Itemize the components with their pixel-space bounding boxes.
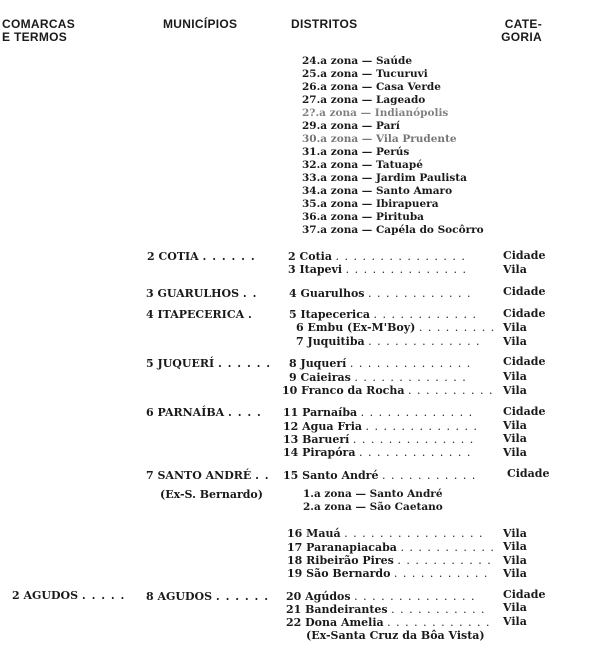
- municipio-entry: 6 PARNAÍBA . . . .: [146, 406, 262, 419]
- zone-row: 2?.a zona — Indianópolis: [302, 107, 449, 119]
- distrito-subzone: 1.a zona — Santo André: [303, 488, 443, 500]
- distrito-entry: 3 Itapevi . . . . . . . . . . . . . .: [288, 263, 468, 276]
- distrito-entry: 14 Pirapóra . . . . . . . . . . . . .: [283, 446, 472, 459]
- zone-row: 27.a zona — Lageado: [302, 94, 426, 106]
- distrito-entry: 16 Mauá . . . . . . . . . . . . . . . .: [287, 527, 484, 540]
- categoria-value: Vila: [503, 567, 527, 580]
- municipio-entry: 2 COTIA . . . . . .: [147, 250, 256, 263]
- categoria-value: Vila: [503, 432, 527, 445]
- categoria-value: Vila: [503, 554, 527, 567]
- distrito-entry: 12 Agua Fria . . . . . . . . . . . . .: [283, 420, 478, 433]
- header-categoria-line1: CATE-: [504, 17, 542, 31]
- distrito-entry: 13 Baruerí . . . . . . . . . . . . . .: [283, 433, 475, 446]
- header-comarcas-line2: E TERMOS: [2, 30, 68, 44]
- categoria-value: Vila: [503, 540, 527, 553]
- categoria-value: Cidade: [503, 405, 546, 418]
- distrito-entry: 11 Parnaíba . . . . . . . . . . . . .: [283, 406, 474, 419]
- categoria-value: Vila: [503, 370, 527, 383]
- header-municipios: MUNICÍPIOS: [163, 17, 238, 31]
- header-comarcas: [2, 18, 75, 44]
- distrito-entry: 21 Bandeirantes . . . . . . . . . . .: [286, 603, 486, 616]
- municipio-entry: 3 GUARULHOS . .: [146, 287, 258, 300]
- zone-row: 34.a zona — Santo Amaro: [302, 185, 453, 197]
- header-categoria: [498, 18, 542, 44]
- categoria-value: Vila: [503, 335, 527, 348]
- distrito-entry: 17 Paranapiacaba . . . . . . . . . . .: [287, 541, 495, 554]
- municipio-entry: 5 JUQUERÍ . . . . . .: [146, 357, 272, 370]
- categoria-value: Cidade: [507, 467, 550, 480]
- distrito-subzone: 2.a zona — São Caetano: [303, 501, 443, 513]
- distrito-entry: 6 Embu (Ex-M'Boy) . . . . . . . . .: [296, 321, 496, 334]
- zone-row: 29.a zona — Parí: [302, 120, 400, 132]
- distrito-entry: 10 Franco da Rocha . . . . . . . . . .: [282, 384, 494, 397]
- zone-row: 33.a zona — Jardim Paulista: [302, 172, 467, 184]
- categoria-value: Vila: [503, 615, 527, 628]
- categoria-value: Vila: [503, 527, 527, 540]
- categoria-value: Cidade: [503, 249, 546, 262]
- distrito-entry: 18 Ribeirão Pires . . . . . . . . . . .: [287, 554, 492, 567]
- zone-row: 31.a zona — Perús: [302, 146, 410, 158]
- distrito-entry: 22 Dona Amelia . . . . . . . . . . . .: [286, 616, 491, 629]
- categoria-value: Vila: [503, 446, 527, 459]
- distrito-entry: 15 Santo André . . . . . . . . . . .: [283, 469, 477, 482]
- zone-row: 24.a zona — Saúde: [302, 55, 412, 67]
- distrito-entry: 19 São Bernardo . . . . . . . . . . .: [287, 567, 489, 580]
- distrito-entry: 20 Agúdos . . . . . . . . . . . . . .: [286, 590, 476, 603]
- zone-row: 25.a zona — Tucuruvi: [302, 68, 428, 80]
- categoria-value: Cidade: [503, 307, 546, 320]
- header-comarcas-line1: COMARCAS: [2, 17, 76, 31]
- categoria-value: Cidade: [503, 355, 546, 368]
- distrito-entry: 7 Juquitiba . . . . . . . . . . . . .: [296, 335, 481, 348]
- distrito-entry: 5 Itapecerica . . . . . . . . . . . .: [289, 308, 477, 321]
- zone-row: 26.a zona — Casa Verde: [302, 81, 441, 93]
- header-distritos: DISTRITOS: [291, 17, 358, 31]
- zone-row: 32.a zona — Tatuapé: [302, 159, 423, 171]
- zone-row: 35.a zona — Ibirapuera: [302, 198, 439, 210]
- categoria-value: Vila: [503, 419, 527, 432]
- distrito-entry: 8 Juquerí . . . . . . . . . . . . . .: [289, 357, 472, 370]
- categoria-value: Vila: [503, 263, 527, 276]
- categoria-value: Vila: [503, 601, 527, 614]
- zone-row: 30.a zona — Vila Prudente: [302, 133, 457, 145]
- zone-row: 37.a zona — Capéla do Socôrro: [302, 224, 484, 236]
- municipio-entry: 8 AGUDOS . . . . . .: [146, 590, 270, 603]
- categoria-value: Cidade: [503, 285, 546, 298]
- categoria-value: Cidade: [503, 588, 546, 601]
- distrito-entry: 4 Guarulhos . . . . . . . . . . . .: [289, 287, 472, 300]
- municipio-note: (Ex-S. Bernardo): [160, 488, 263, 501]
- distrito-entry: 2 Cotia . . . . . . . . . . . . . . .: [288, 250, 466, 263]
- distrito-note: (Ex-Santa Cruz da Bôa Vista): [306, 629, 485, 642]
- categoria-value: Vila: [503, 321, 527, 334]
- municipio-entry: 7 SANTO ANDRÉ . .: [146, 469, 270, 482]
- categoria-value: Vila: [503, 384, 527, 397]
- zone-row: 36.a zona — Pirituba: [302, 211, 424, 223]
- comarca-entry: 2 AGUDOS . . . . .: [12, 589, 126, 602]
- distrito-entry: 9 Caieiras . . . . . . . . . . . . .: [289, 371, 467, 384]
- municipio-entry: 4 ITAPECERICA .: [146, 308, 253, 321]
- header-categoria-line2: GORIA: [501, 30, 542, 44]
